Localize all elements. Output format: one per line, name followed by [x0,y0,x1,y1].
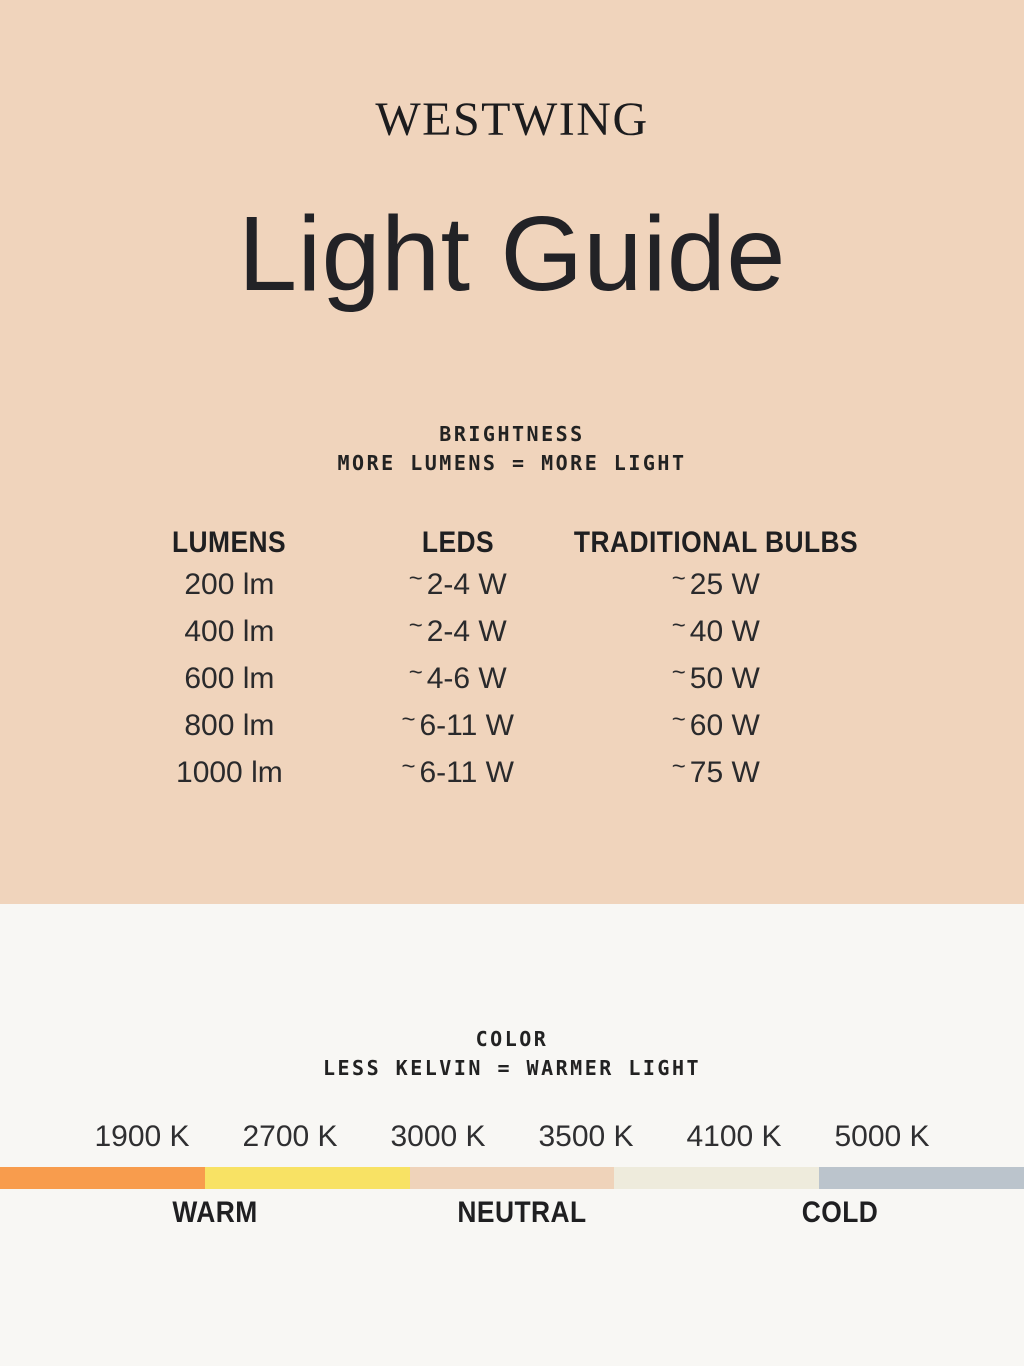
cell-led-watts [408,659,507,696]
cell-led-watts [408,612,507,649]
cell-bulb-watts [671,706,760,743]
cell-lumens: 200 lm [184,568,275,601]
color-subheading: LESS KELVIN = WARMER LIGHT [322,1056,702,1080]
approx-tilde: ~ [408,612,423,639]
approx-tilde: ~ [671,753,686,780]
color-bar-segment-cold-bluegray [819,1167,1024,1189]
table-row [0,565,1024,615]
bulb-watts-value: 60 W [689,709,760,742]
lumens-table [0,526,1024,803]
bulb-watts-value: 50 W [689,662,760,695]
color-bar-segment-warm-yellow [205,1167,410,1189]
brightness-heading: BRIGHTNESS [439,422,585,446]
cell-bulb-watts [671,753,760,790]
column-header-traditional-bulbs: TRADITIONAL BULBS [573,526,858,559]
kelvin-label: 4100 K [686,1120,782,1153]
cell-led-watts [408,565,507,602]
cell-led-watts [401,706,514,743]
approx-tilde: ~ [671,659,686,686]
kelvin-label: 1900 K [94,1120,190,1153]
table-row [0,612,1024,662]
cell-bulb-watts [671,565,760,602]
temperature-labels [0,1196,1024,1232]
kelvin-label: 5000 K [834,1120,930,1153]
brand-logo: WESTWING [375,93,649,146]
color-bar-segment-warm-orange [0,1167,205,1189]
table-header-row [0,526,1024,568]
kelvin-label: 3000 K [390,1120,486,1153]
table-row [0,659,1024,709]
color-bar-segment-neutral-peach [410,1167,615,1189]
approx-tilde: ~ [671,706,686,733]
cell-lumens: 1000 lm [176,756,283,789]
led-watts-value: 6-11 W [419,709,514,742]
temperature-label-warm: WARM [172,1196,258,1229]
led-watts-value: 6-11 W [419,756,514,789]
brightness-heading-block [0,420,1024,478]
brightness-subheading: MORE LUMENS = MORE LIGHT [337,451,687,475]
approx-tilde: ~ [671,565,686,592]
cell-lumens: 800 lm [184,709,275,742]
color-heading: COLOR [475,1027,549,1051]
bulb-watts-value: 25 W [689,568,760,601]
column-header-leds: LEDS [421,526,494,559]
temperature-label-neutral: NEUTRAL [457,1196,587,1229]
bulb-watts-value: 75 W [689,756,760,789]
approx-tilde: ~ [408,659,423,686]
led-watts-value: 2-4 W [426,615,507,648]
table-row [0,706,1024,756]
approx-tilde: ~ [401,753,416,780]
column-header-lumens: LUMENS [172,526,287,559]
cell-lumens: 400 lm [184,615,275,648]
approx-tilde: ~ [401,706,416,733]
led-watts-value: 2-4 W [426,568,507,601]
kelvin-label: 3500 K [538,1120,634,1153]
color-temperature-bar [0,1167,1024,1189]
color-heading-block [0,1025,1024,1083]
approx-tilde: ~ [671,612,686,639]
temperature-label-cold: COLD [801,1196,878,1229]
led-watts-value: 4-6 W [426,662,507,695]
kelvin-scale-labels [0,1120,1024,1154]
color-bar-segment-neutral-cream [614,1167,819,1189]
color-temperature-section [0,904,1024,1366]
approx-tilde: ~ [408,565,423,592]
cell-lumens: 600 lm [184,662,275,695]
bulb-watts-value: 40 W [689,615,760,648]
cell-bulb-watts [671,659,760,696]
table-row [0,753,1024,803]
kelvin-label: 2700 K [242,1120,338,1153]
cell-led-watts [401,753,514,790]
cell-bulb-watts [671,612,760,649]
page-title: Light Guide [238,195,786,313]
